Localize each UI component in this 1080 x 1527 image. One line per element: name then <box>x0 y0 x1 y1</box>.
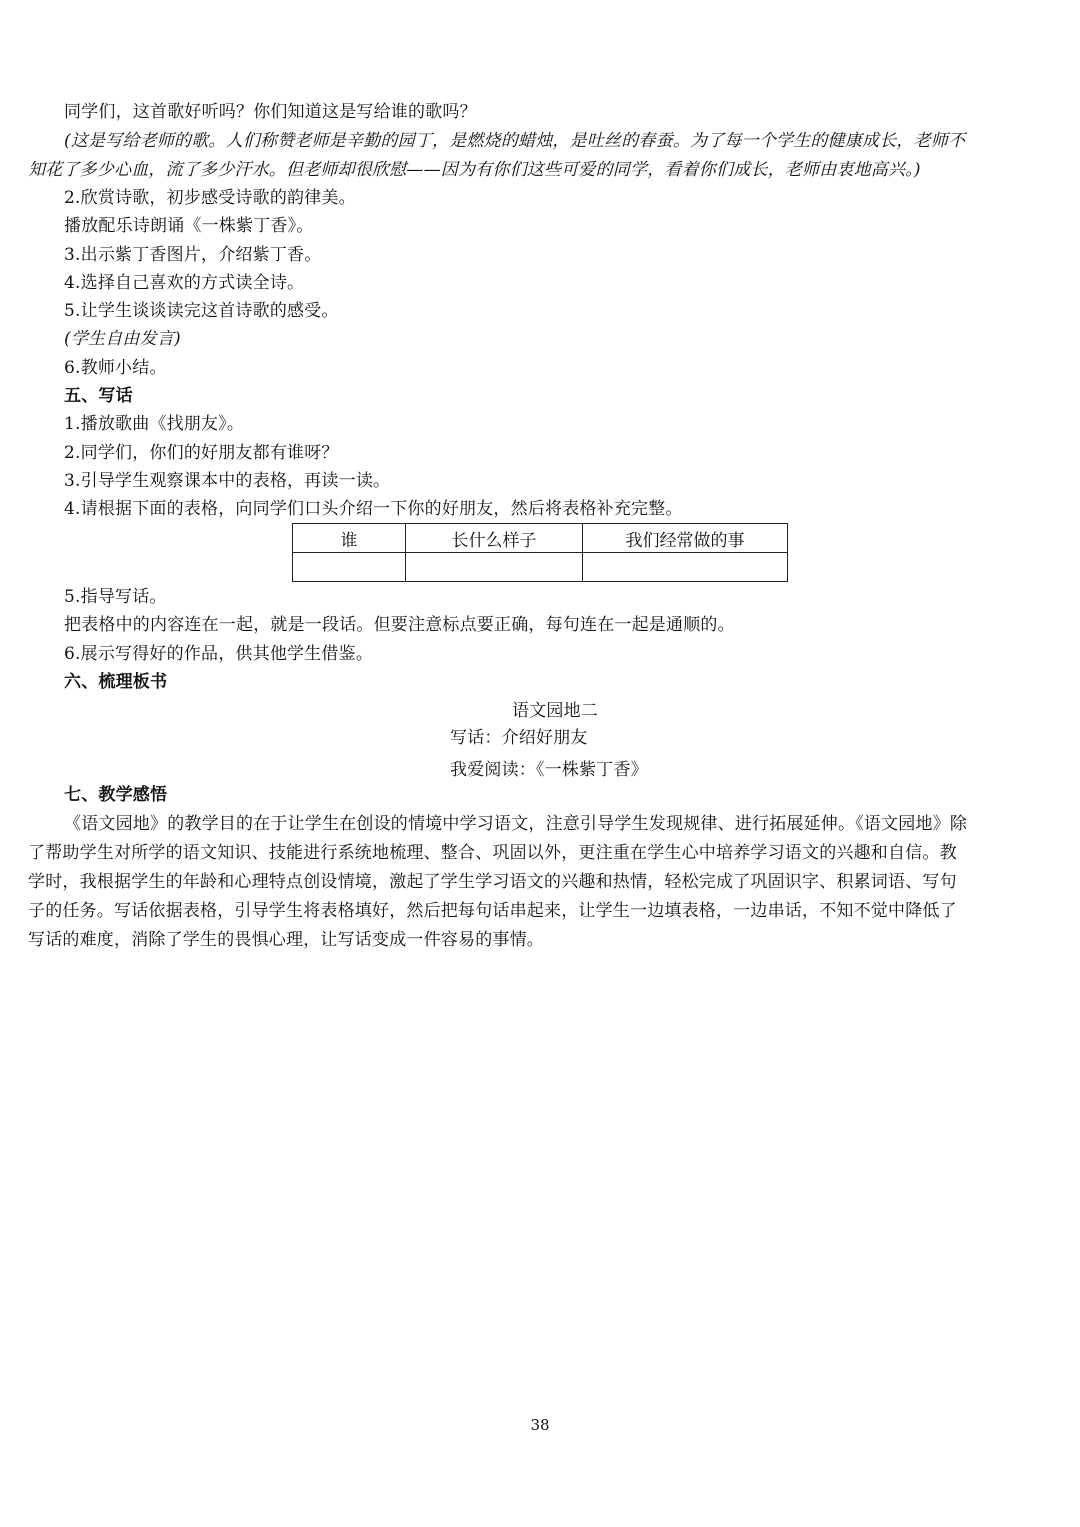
section-heading: 六、梳理板书 <box>64 672 168 692</box>
text-line: 2.同学们，你们的好朋友都有谁呀？ <box>64 443 339 463</box>
text-line: 5.让学生谈谈读完这首诗歌的感受。 <box>64 301 339 321</box>
paragraph-line: 写话的难度，消除了学生的畏惧心理，让写话变成一件容易的事情。 <box>28 930 544 950</box>
text-line: 6.展示写得好的作品，供其他学生借鉴。 <box>64 644 374 664</box>
text-line: 4.请根据下面的表格，向同学们口头介绍一下你的好朋友，然后将表格补充完整。 <box>64 499 683 519</box>
text-line: (这是写给老师的歌。人们称赞老师是辛勤的园丁，是燃烧的蜡烛，是吐丝的春蚕。为了每一个学生的健康成长，老师不 <box>64 131 966 151</box>
text-line: 2.欣赏诗歌，初步感受诗歌的韵律美。 <box>64 188 356 208</box>
board-line: 我爱阅读：《一株紫丁香》 <box>450 760 648 780</box>
text-line: 3.出示紫丁香图片，介绍紫丁香。 <box>64 245 322 265</box>
table-cell[interactable] <box>406 553 583 582</box>
text-line: 播放配乐诗朗诵《一株紫丁香》。 <box>64 216 314 236</box>
text-line: 3.引导学生观察课本中的表格，再读一读。 <box>64 471 391 491</box>
paragraph-line: 了帮助学生对所学的语文知识、技能进行系统地梳理、整合、巩固以外，更注重在学生心中培养学习语文的兴趣和自信。教 <box>28 843 957 863</box>
paragraph-line: 子的任务。写话依据表格，引导学生将表格填好，然后把每句话串起来，让学生一边填表格，一边串话，不知不觉中降低了 <box>28 901 957 921</box>
table-cell[interactable] <box>293 553 406 582</box>
text-line: 同学们，这首歌好听吗？你们知道这是写给谁的歌吗？ <box>64 102 477 122</box>
section-heading: 五、写话 <box>64 386 133 406</box>
table-row <box>293 553 788 582</box>
text-line: 5.指导写话。 <box>64 587 167 607</box>
table-header-row <box>293 524 788 553</box>
table-header-cell: 长什么样子 <box>406 524 583 553</box>
text-line: 6.教师小结。 <box>64 358 167 378</box>
page-number: 38 <box>530 1416 550 1434</box>
section-heading: 七、教学感悟 <box>64 785 168 805</box>
paragraph-line: 学时，我根据学生的年龄和心理特点创设情境，激起了学生学习语文的兴趣和热情，轻松完成了巩固识字、积累词语、写句 <box>28 872 957 892</box>
table-header-cell: 我们经常做的事 <box>583 524 788 553</box>
paragraph-line: 《语文园地》的教学目的在于让学生在创设的情境中学习语文，注意引导学生发现规律、进行拓展延伸。《语文园地》除 <box>64 814 968 834</box>
board-line: 写话：介绍好朋友 <box>450 728 588 748</box>
text-line: (学生自由发言) <box>64 329 181 349</box>
text-line: 把表格中的内容连在一起，就是一段话。但要注意标点要正确，每句连在一起是通顺的。 <box>64 615 735 635</box>
text-line: 知花了多少心血，流了多少汗水。但老师却很欣慰——因为有你们这些可爱的同学，看着你们成长，老师由衷地高兴。) <box>28 160 921 180</box>
table-header-cell: 谁 <box>293 524 406 553</box>
friend-table <box>292 523 788 582</box>
board-title: 语文园地二 <box>512 701 598 721</box>
text-line: 1.播放歌曲《找朋友》。 <box>64 414 245 434</box>
text-line: 4.选择自己喜欢的方式读全诗。 <box>64 273 305 293</box>
table-cell[interactable] <box>583 553 788 582</box>
